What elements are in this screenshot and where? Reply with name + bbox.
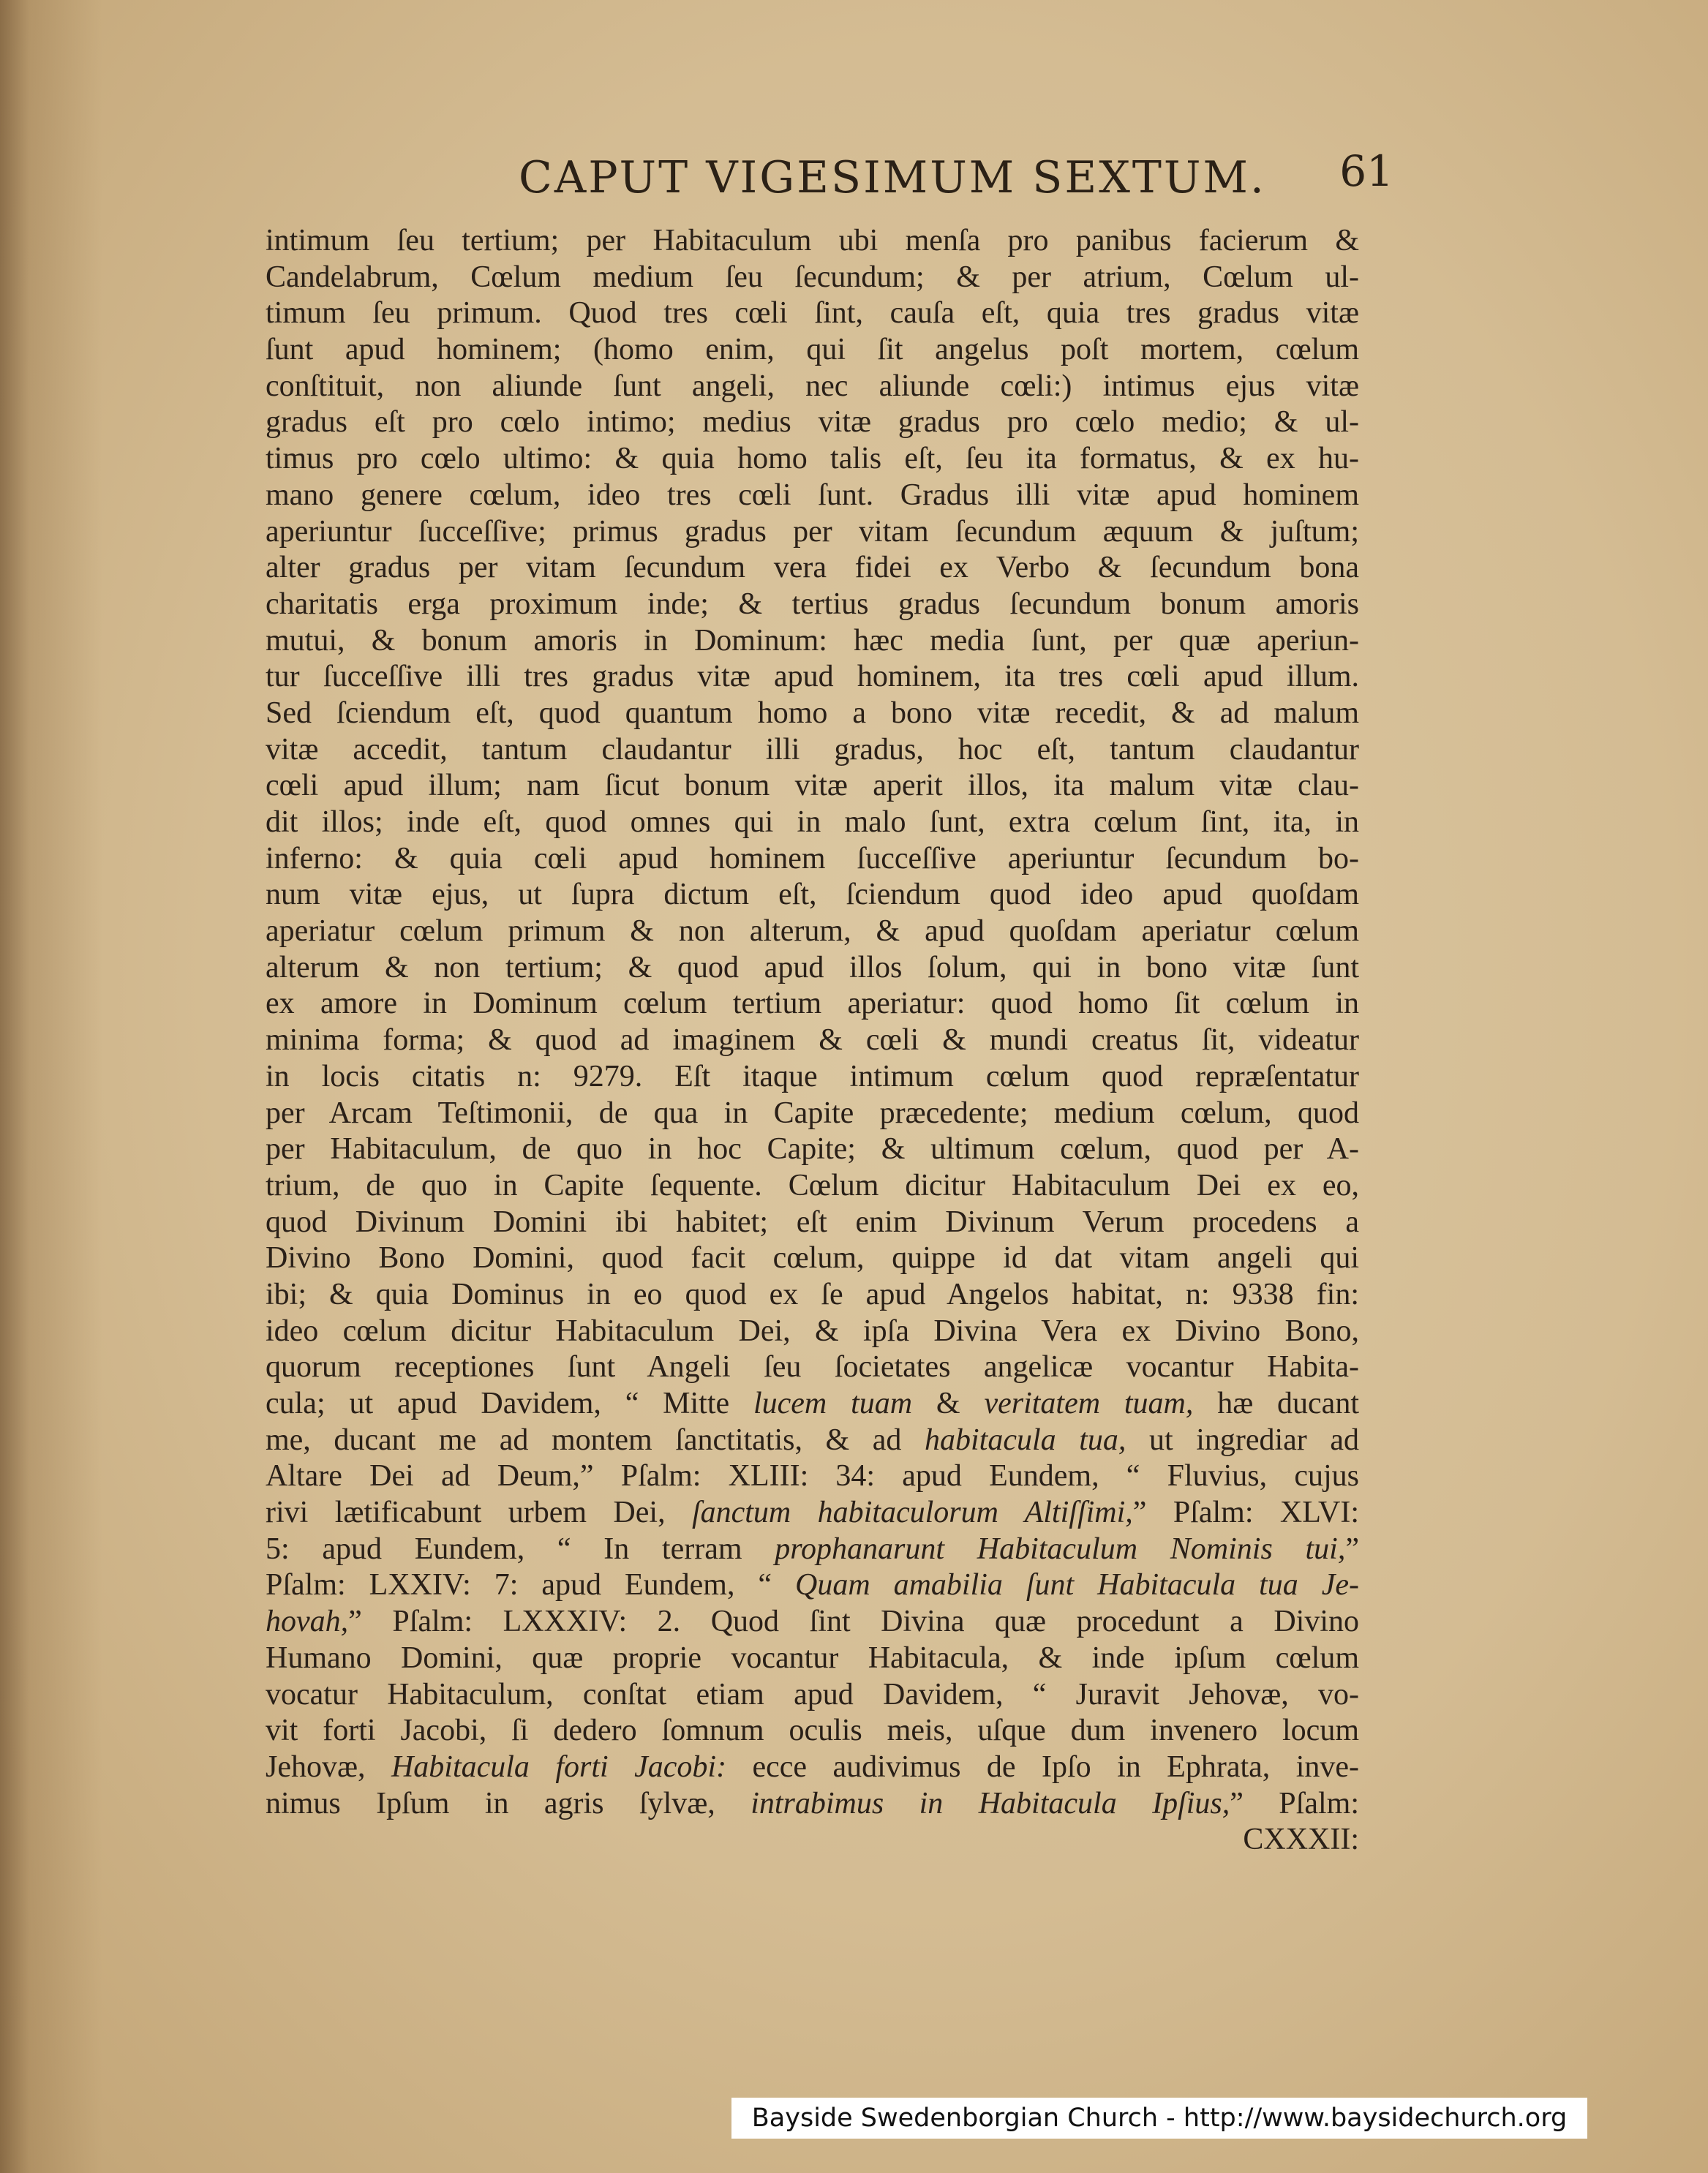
text-line [266,1458,1359,1495]
text-line [266,1532,1359,1568]
text-run: timum ſeu primum. Quod tres cœli ſint, cauſa eſt, quia tres gradus vitæ [266,296,1359,331]
text-run: per Habitaculum, de quo in hoc Capite; & ultimum cœlum, quod per A- [266,1132,1359,1167]
text-run: alterum & non tertium; & quod apud illos ſolum, qui in bono vitæ ſunt [266,950,1359,984]
text-run: dit illos; inde eſt, quod omnes qui in malo ſunt, extra cœlum ſint, ita, in [266,805,1359,839]
text-run: vitæ accedit, tantum claudantur illi gradus, hoc eſt, tantum claudantur [266,732,1359,767]
italic-run: intrabimus in Habitacula Ipſius, [750,1786,1230,1820]
text-run: ibi; & quia Dominus in eo quod ex ſe apud Angelos habitat, n: 9338 fin: [266,1277,1359,1311]
italic-run: habitacula tua, [925,1423,1126,1457]
text-run: vit forti Jacobi, ſi dedero ſomnum oculis meis, uſque dum invenero locum [266,1714,1359,1748]
text-line [266,1314,1359,1350]
text-run: ſunt apud hominem; (homo enim, qui ſit angelus poſt mortem, cœlum [266,333,1359,367]
text-line [266,1786,1359,1823]
text-run: per Arcam Teſtimonii, de qua in Capite præcedente; medium cœlum, quod [266,1096,1359,1130]
text-line [266,369,1359,405]
text-line [266,1277,1359,1314]
text-line [266,877,1359,914]
text-line [266,841,1359,878]
text-line [266,1677,1359,1714]
text-run: hæ ducant [1193,1387,1359,1420]
text-line [266,1059,1359,1096]
text-line [266,768,1359,805]
page-number: 61 [1339,146,1393,196]
text-line [266,1423,1359,1459]
text-run: minima forma; & quod ad imaginem & cœli & mundi creatus ſit, videatur [266,1023,1359,1058]
italic-run: lucem tuam [753,1387,913,1420]
text-line [266,1713,1359,1750]
text-line [266,805,1359,841]
italic-run: ſanctum habitaculorum Altiſſimi, [691,1496,1133,1530]
text-line [266,587,1359,623]
text-line [266,1567,1359,1604]
text-line [266,1168,1359,1205]
text-line [266,1096,1359,1132]
text-run: quod Divinum Domini ibi habitet; eſt enim Divinum Verum procedens a [266,1205,1359,1239]
text-line [266,1386,1359,1423]
text-line [266,1240,1359,1277]
text-run: Altare Dei ad Deum,” Pſalm: XLIII: 34: apud Eundem, “ Fluvius, cujus [266,1459,1359,1494]
text-run: ecce audivimus de Ipſo in Ephrata, inve- [726,1750,1359,1784]
text-line [266,441,1359,478]
text-run: me, ducant me ad montem ſanctitatis, & ad [266,1423,925,1457]
text-run: ideo cœlum dicitur Habitaculum Dei, & ipſa Divina Vera ex Divino Bono, [266,1314,1359,1348]
text-line [266,295,1359,332]
text-run: charitatis erga proximum inde; & tertius gradus ſecundum bonum amoris [266,587,1359,621]
body-text [266,223,1359,1858]
italic-run: Habitacula forti Jacobi: [391,1750,727,1784]
text-run: in locis citatis n: 9279. Eſt itaque intimum cœlum quod repræſentatur [266,1059,1359,1093]
text-run: Sed ſciendum eſt, quod quantum homo a bono vitæ recedit, & ad malum [266,696,1359,730]
text-run: Jehovæ, [266,1750,391,1784]
italic-run: Quam amabilia ſunt Habitacula tua Je- [794,1568,1359,1603]
text-line [266,223,1359,260]
text-line [266,1604,1359,1641]
text-run: aperiatur cœlum primum & non alterum, & apud quoſdam aperiatur cœlum [266,914,1359,949]
text-run: cœli apud illum; nam ſicut bonum vitæ aperit illos, ita malum vitæ clau- [266,769,1359,803]
text-run: ” Pſalm: XLVI: [1132,1496,1359,1530]
text-run: nimus Ipſum in agris ſylvæ, [266,1786,751,1820]
text-run: timus pro cœlo ultimo: & quia homo talis eſt, ſeu ita formatus, & ex hu- [266,442,1359,476]
text-run: tur ſucceſſive illi tres gradus vitæ apud hominem, ita tres cœli apud illum. [266,660,1359,694]
text-run: ex amore in Dominum cœlum tertium aperiatur: quod homo ſit cœlum in [266,987,1359,1021]
text-line [266,1205,1359,1241]
text-line [266,696,1359,732]
running-title: CAPUT VIGESIMUM SEXTUM. [519,152,1266,203]
text-line [266,550,1359,587]
text-line [266,1641,1359,1677]
text-line [266,1131,1359,1168]
text-run: ” Pſalm: [1230,1786,1359,1820]
text-run: cula; ut apud Davidem, “ Mitte [266,1387,753,1420]
text-line [266,659,1359,696]
text-run: 5: apud Eundem, “ In terram [266,1532,775,1566]
text-run: inferno: & quia cœli apud hominem ſucceſſive aperiuntur ſecundum bo- [266,841,1359,875]
text-run: trium, de quo in Capite ſequente. Cœlum dicitur Habitaculum Dei ex eo, [266,1168,1359,1202]
text-line [266,1750,1359,1786]
italic-run: prophanarunt Habitaculum Nominis tui, [775,1532,1346,1566]
text-run: rivi lætificabunt urbem Dei, [266,1496,692,1530]
text-line [266,623,1359,660]
text-line [266,404,1359,441]
text-run: mutui, & bonum amoris in Dominum: hæc media ſunt, per quæ aperiun- [266,623,1359,658]
text-run: Pſalm: LXXIV: 7: apud Eundem, “ [266,1568,795,1603]
text-line [266,914,1359,950]
text-line [266,478,1359,514]
text-line [266,1349,1359,1386]
text-run: aperiuntur ſucceſſive; primus gradus per vitam ſecundum æquum & juſtum; [266,514,1359,549]
text-run: ut ingrediar ad [1126,1423,1359,1457]
text-run: ” [1345,1532,1359,1566]
text-run: conſtituit, non aliunde ſunt angeli, nec aliunde cœli:) intimus ejus vitæ [266,369,1359,403]
italic-run: hovah, [266,1605,349,1639]
text-line [266,986,1359,1023]
text-line [266,732,1359,769]
text-line [266,332,1359,369]
catchword: CXXXII: [1243,1823,1359,1857]
text-run: Humano Domini, quæ proprie vocantur Habitacula, & inde ipſum cœlum [266,1641,1359,1675]
text-line [266,1023,1359,1059]
text-run: alter gradus per vitam ſecundum vera fidei ex Verbo & ſecundum bona [266,551,1359,585]
text-run: num vitæ ejus, ut ſupra dictum eſt, ſciendum quod ideo apud quoſdam [266,878,1359,912]
text-run: & [912,1387,985,1420]
italic-run: veritatem tuam, [984,1387,1194,1420]
text-run: mano genere cœlum, ideo tres cœli ſunt. Gradus illi vitæ apud hominem [266,478,1359,512]
text-run: Candelabrum, Cœlum medium ſeu ſecundum; & per atrium, Cœlum ul- [266,260,1359,294]
watermark-caption: Bayside Swedenborgian Church - http://www.baysidechurch.org [731,2098,1587,2139]
text-line [266,1495,1359,1532]
text-run: gradus eſt pro cœlo intimo; medius vitæ gradus pro cœlo medio; & ul- [266,405,1359,440]
text-run: Divino Bono Domini, quod facit cœlum, quippe id dat vitam angeli qui [266,1241,1359,1276]
text-line [266,514,1359,551]
text-line [266,260,1359,296]
text-run: intimum ſeu tertium; per Habitaculum ubi menſa pro panibus facierum & [266,224,1359,257]
text-run: ” Pſalm: LXXXIV: 2. Quod ſint Divina quæ procedunt a Divino [348,1605,1359,1639]
text-line [266,950,1359,987]
text-run: quorum receptiones ſunt Angeli ſeu ſocietates angelicæ vocantur Habita- [266,1350,1359,1385]
text-run: vocatur Habitaculum, conſtat etiam apud Davidem, “ Juravit Jehovæ, vo- [266,1677,1359,1711]
